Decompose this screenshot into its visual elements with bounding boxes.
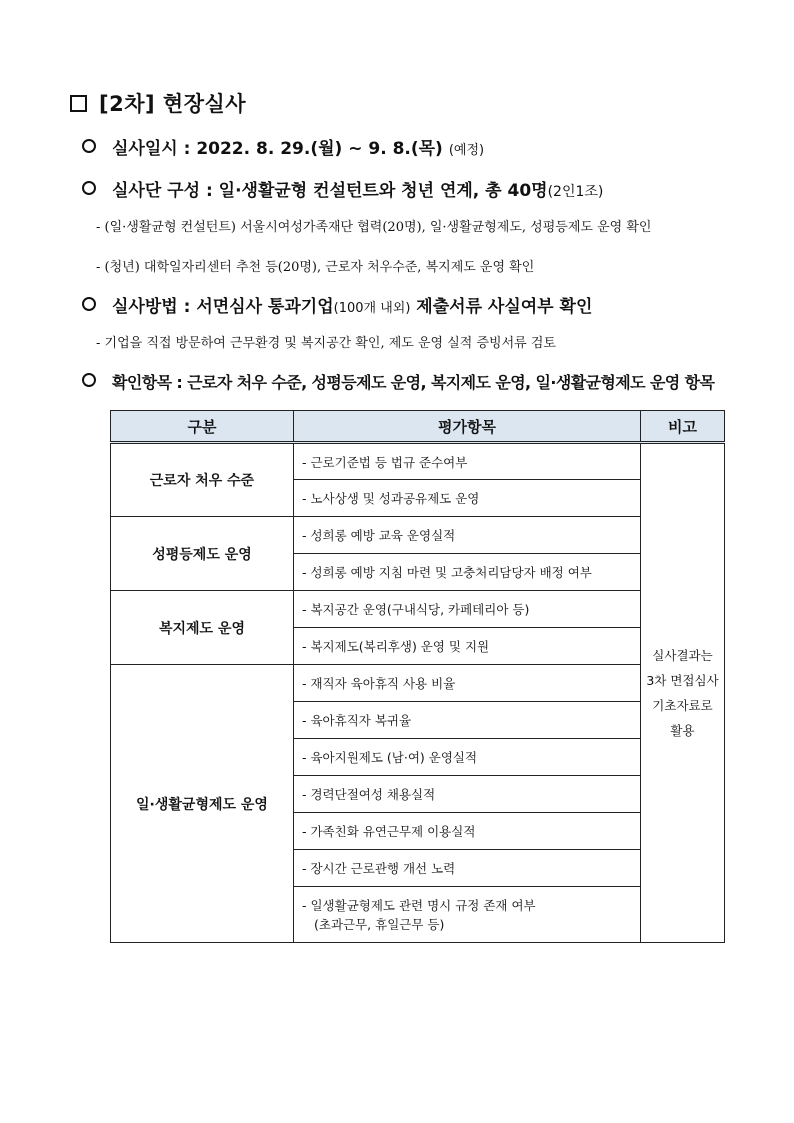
- team-sub-1: - (일·생활균형 컨설턴트) 서울시여성가족재단 협력(20명), 일·생활균형제도, 성평등제도 운영 확인: [96, 220, 652, 235]
- circle-bullet-icon: [82, 373, 96, 387]
- item-cell: - 성희롱 예방 교육 운영실적: [294, 517, 641, 554]
- item-cell: - 근로기준법 등 법규 준수여부: [294, 443, 641, 480]
- item-line: (초과근무, 휴일근무 등): [314, 916, 445, 932]
- table-row: [111, 517, 725, 554]
- circle-bullet-icon: [82, 297, 96, 311]
- section-title-text: [2차] 현장실사: [99, 92, 247, 116]
- category-cell: 복지제도 운영: [111, 591, 294, 665]
- circle-bullet-icon: [82, 139, 96, 153]
- item-cell: - 노사상생 및 성과공유제도 운영: [294, 480, 641, 517]
- category-cell: 성평등제도 운영: [111, 517, 294, 591]
- team-label: 실사단 구성 : 일·생활균형 컨설턴트와 청년 연계, 총 40명: [112, 181, 548, 201]
- team-sub-2: - (청년) 대학일자리센터 추천 등(20명), 근로자 처우수준, 복지제도 운영 확인: [96, 260, 535, 275]
- method-sub-1: - 기업을 직접 방문하여 근무환경 및 복지공간 확인, 제도 운영 실적 증빙서류 검토: [96, 336, 556, 351]
- item-cell: - 복지공간 운영(구내식당, 카페테리아 등): [294, 591, 641, 628]
- item-cell: - 경력단절여성 채용실적: [294, 776, 641, 813]
- table-row: [111, 591, 725, 628]
- note-line: 기초자료로: [652, 698, 713, 713]
- circle-bullet-icon: [82, 181, 96, 195]
- checkbox-icon: [70, 95, 87, 112]
- item-cell: - 성희롱 예방 지침 마련 및 고충처리담당자 배정 여부: [294, 554, 641, 591]
- section-title: [70, 88, 246, 118]
- method-label-mid: (100개 내외): [333, 301, 411, 316]
- note-line: 실사결과는: [652, 648, 713, 663]
- method-label-a: 실사방법 : 서면심사 통과기업: [112, 297, 334, 317]
- bullet-items: [82, 370, 714, 393]
- item-cell: - 재직자 육아휴직 사용 비율: [294, 665, 641, 702]
- schedule-label: 실사일시 : 2022. 8. 29.(월) ~ 9. 8.(목): [112, 139, 443, 159]
- items-label: 확인항목 : 근로자 처우 수준, 성평등제도 운영, 복지제도 운영, 일·생활균형제도 운영 항목: [112, 373, 715, 392]
- bullet-method: [82, 292, 592, 317]
- item-cell: - 가족친화 유연근무제 이용실적: [294, 813, 641, 850]
- schedule-note: (예정): [448, 143, 485, 158]
- table-header-row: [111, 411, 725, 443]
- item-cell: [294, 887, 641, 943]
- note-cell: [641, 443, 725, 943]
- team-note: (2인1조): [547, 184, 604, 200]
- item-cell: - 육아지원제도 (남·여) 운영실적: [294, 739, 641, 776]
- note-line: 활용: [670, 723, 695, 738]
- item-cell: - 복지제도(복리후생) 운영 및 지원: [294, 628, 641, 665]
- header-items: 평가항목: [294, 411, 641, 443]
- category-cell: 근로자 처우 수준: [111, 443, 294, 517]
- evaluation-table: [110, 410, 725, 943]
- header-category: 구분: [111, 411, 294, 443]
- bullet-schedule: [82, 134, 484, 159]
- note-line: 3차 면접심사: [646, 673, 719, 688]
- item-cell: - 육아휴직자 복귀율: [294, 702, 641, 739]
- table-row: [111, 443, 725, 480]
- category-cell: 일·생활균형제도 운영: [111, 665, 294, 943]
- bullet-team: [82, 176, 603, 201]
- item-line: - 일생활균형제도 관련 명시 규정 존재 여부: [302, 897, 536, 913]
- item-cell: - 장시간 근로관행 개선 노력: [294, 850, 641, 887]
- table-row: [111, 665, 725, 702]
- method-label-b: 제출서류 사실여부 확인: [410, 297, 593, 317]
- header-note: 비고: [641, 411, 725, 443]
